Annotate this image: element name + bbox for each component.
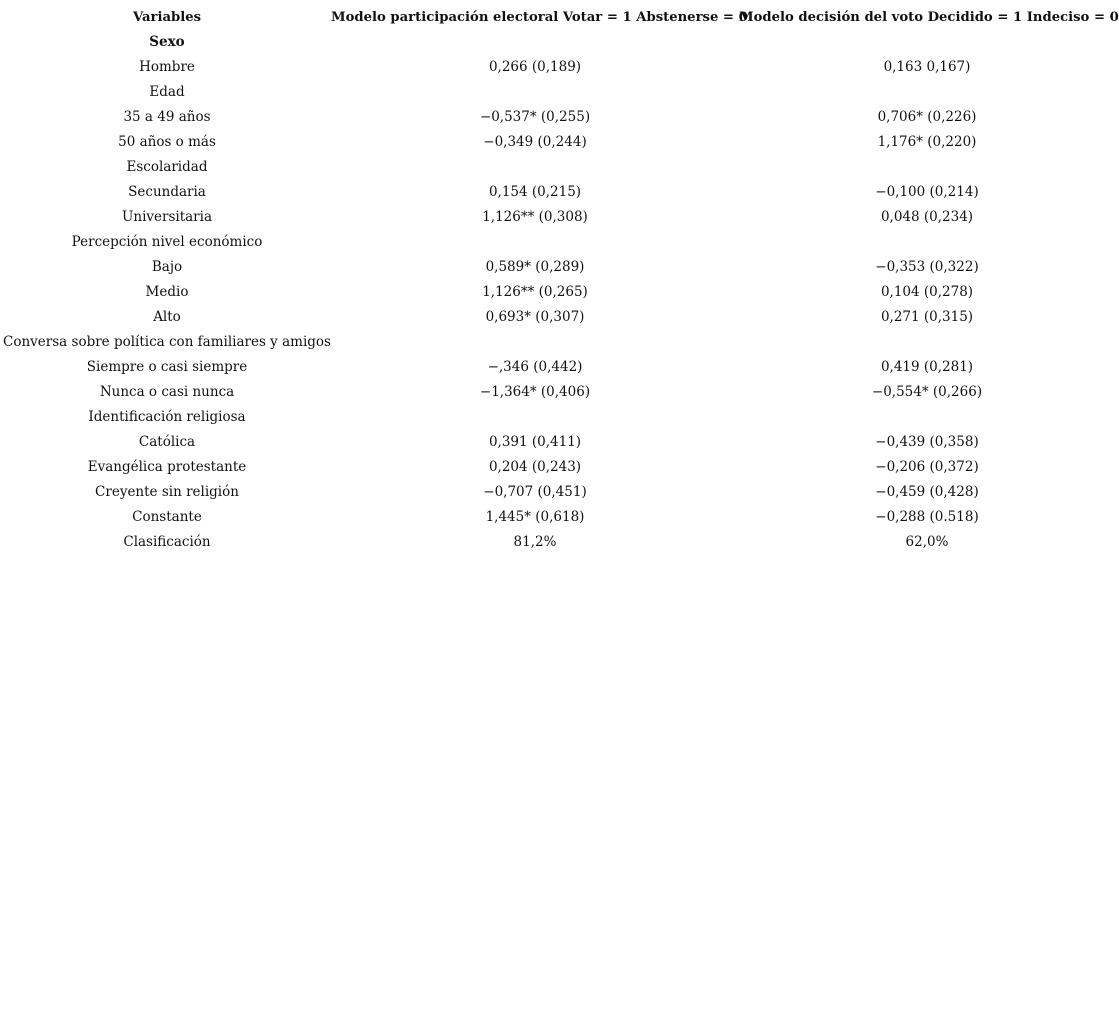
row-label: Edad	[149, 84, 185, 100]
decision-value: −0,459 (0,428)	[875, 484, 979, 500]
decision-value: 0,048 (0,234)	[880, 209, 974, 225]
row-label: Escolaridad	[126, 159, 208, 175]
row-label: Identificación religiosa	[88, 409, 246, 425]
row-label: Sexo	[149, 34, 185, 50]
participation-value	[331, 230, 739, 255]
decision-value: −0,206 (0,372)	[875, 459, 979, 475]
row-label: Percepción nivel económico	[71, 234, 263, 250]
row-label: Clasificación	[123, 534, 211, 550]
decision-value	[739, 80, 1115, 105]
row-label: 50 años o más	[118, 134, 216, 150]
participation-value	[331, 30, 739, 55]
header-variables: Variables	[132, 10, 202, 25]
row-label: Católica	[138, 434, 196, 450]
decision-value: 62,0%	[905, 534, 949, 550]
header-row	[3, 5, 1115, 30]
row-label: Creyente sin religión	[95, 484, 239, 500]
row-label: Secundaria	[128, 184, 206, 200]
row-label: Universitaria	[122, 209, 212, 225]
participation-value: 81,2%	[513, 534, 557, 550]
participation-value: 0,589* (0,289)	[485, 259, 585, 275]
table-row	[3, 405, 1115, 430]
participation-value: −1,364* (0,406)	[479, 384, 591, 400]
table-row	[3, 305, 1115, 330]
table-row	[3, 230, 1115, 255]
decision-value: 0,163 0,167)	[883, 59, 971, 75]
table-row	[3, 155, 1115, 180]
row-label: Medio	[145, 284, 189, 300]
participation-value: 0,204 (0,243)	[488, 459, 582, 475]
results-table	[3, 5, 1119, 555]
decision-value: 0,271 (0,315)	[880, 309, 974, 325]
table-row	[3, 330, 1115, 355]
participation-value	[331, 80, 739, 105]
table-row	[3, 105, 1115, 130]
participation-value: 1,126** (0,265)	[482, 284, 588, 300]
decision-value	[739, 30, 1115, 55]
participation-value: 0,693* (0,307)	[485, 309, 585, 325]
row-label: Constante	[132, 509, 202, 525]
table-row	[3, 205, 1115, 230]
decision-value: −0,353 (0,322)	[875, 259, 979, 275]
row-label: Siempre o casi siempre	[86, 359, 248, 375]
table-row	[3, 280, 1115, 305]
decision-value: −0,439 (0,358)	[875, 434, 979, 450]
participation-value: −0,707 (0,451)	[483, 484, 587, 500]
table-row	[3, 455, 1115, 480]
participation-value	[331, 155, 739, 180]
table-row	[3, 355, 1115, 380]
row-label: Bajo	[151, 259, 183, 275]
participation-value	[331, 405, 739, 430]
decision-value: −0,554* (0,266)	[871, 384, 983, 400]
decision-value	[739, 155, 1115, 180]
header-participation-model: Modelo participación electoral Votar = 1 Abstenerse = 0	[331, 10, 748, 25]
decision-value: 1,176* (0,220)	[877, 134, 977, 150]
decision-value: 0,419 (0,281)	[880, 359, 974, 375]
participation-value: 0,391 (0,411)	[488, 434, 582, 450]
participation-value: 0,154 (0,215)	[488, 184, 582, 200]
table-row	[3, 55, 1115, 80]
participation-value: −0,537* (0,255)	[479, 109, 591, 125]
decision-value: −0,288 (0.518)	[875, 509, 979, 525]
table-row	[3, 530, 1115, 555]
table-row	[3, 505, 1115, 530]
decision-value	[739, 230, 1115, 255]
decision-value: −0,100 (0,214)	[875, 184, 979, 200]
table-row	[3, 30, 1115, 55]
table-row	[3, 380, 1115, 405]
row-label: 35 a 49 años	[123, 109, 211, 125]
row-label: Alto	[153, 309, 181, 325]
decision-value: 0,104 (0,278)	[880, 284, 974, 300]
header-vote-decision-model: Modelo decisión del voto Decidido = 1 Indeciso = 0	[739, 10, 1119, 25]
row-label: Nunca o casi nunca	[99, 384, 235, 400]
table-row	[3, 480, 1115, 505]
table-row	[3, 80, 1115, 105]
table-row	[3, 430, 1115, 455]
decision-value	[739, 405, 1115, 430]
participation-value: −,346 (0,442)	[487, 359, 583, 375]
participation-value	[331, 330, 739, 355]
participation-value: 1,445* (0,618)	[485, 509, 585, 525]
table-row	[3, 255, 1115, 280]
row-label: Hombre	[139, 59, 195, 75]
decision-value: 0,706* (0,226)	[877, 109, 977, 125]
table-row	[3, 130, 1115, 155]
participation-value: 0,266 (0,189)	[488, 59, 582, 75]
row-label: Evangélica protestante	[87, 459, 247, 475]
table-row	[3, 180, 1115, 205]
decision-value	[739, 330, 1115, 355]
participation-value: −0,349 (0,244)	[483, 134, 587, 150]
row-label: Conversa sobre política con familiares y amigos	[3, 334, 331, 350]
participation-value: 1,126** (0,308)	[482, 209, 588, 225]
